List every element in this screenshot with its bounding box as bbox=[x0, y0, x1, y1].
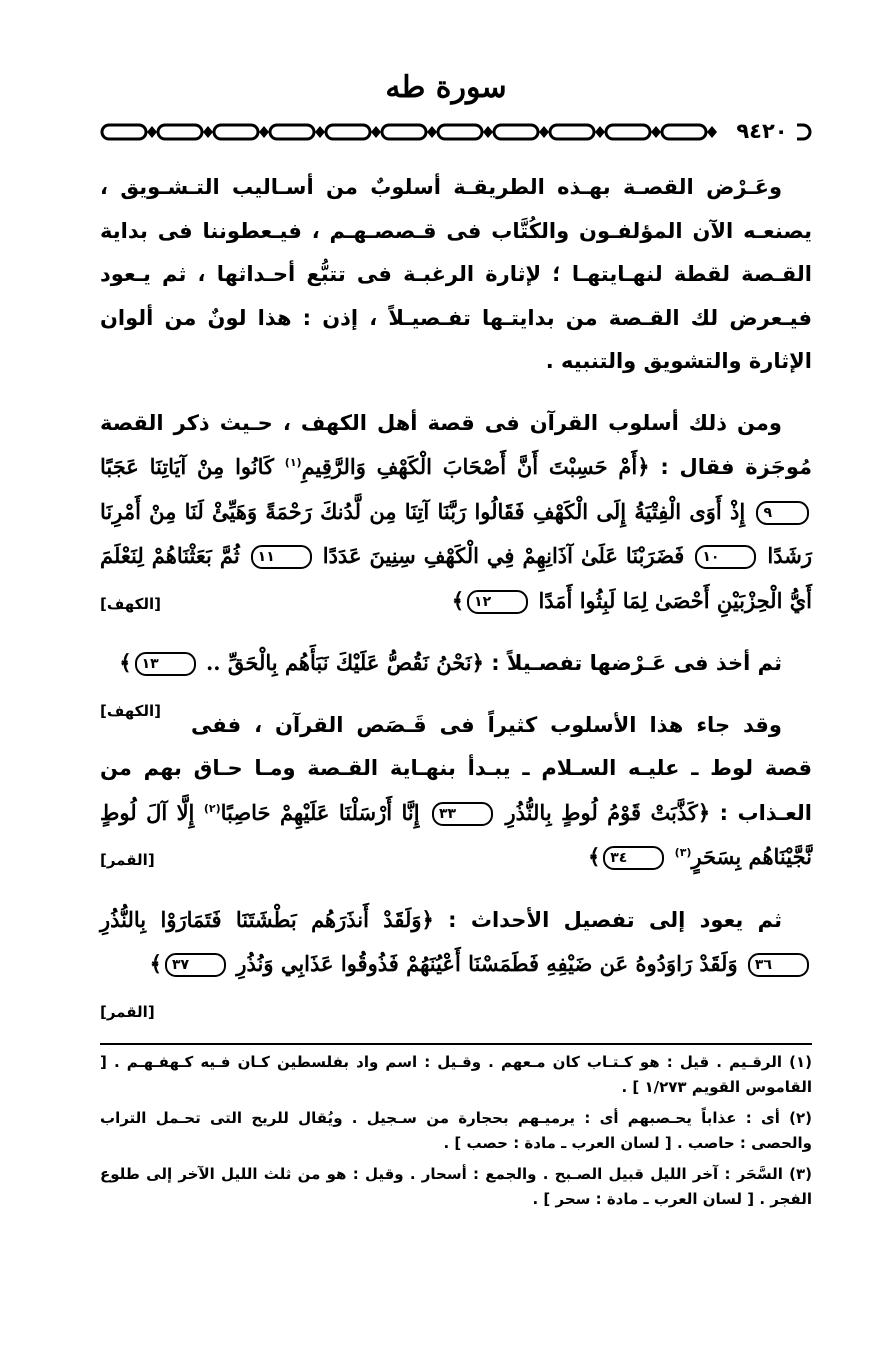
verse-close-bracket: ﴾ bbox=[587, 844, 601, 869]
footnote-2: (٢) أى : عذاباً يحـصبهم أى : يرميـهم بحجارة من سـجيل . ويُقال للريح التى تحـمل التراب والحصى : حاصب . [ لسان العرب ـ مادة : حصب ] . bbox=[100, 1109, 812, 1152]
lut-intro: وقد جاء هذا الأسلوب كثيراً فى قَـصَص القرآن ، ففى قصة لوط ـ عليـه السـلام ـ يبـدأ بنهـاية القـصة ومـا حـاق بهم من العـذاب : bbox=[100, 712, 813, 825]
ayah-number: ١٢ bbox=[467, 590, 528, 614]
verse-segment: ثُمَّ بَعَثْنَاهُمْ لِنَعْلَمَ أَيُّ الْحِزْبَيْنِ أَحْصَىٰ لِمَا لَبِثُوا أَمَدًا bbox=[100, 543, 812, 613]
verse-segment: ﴿أَمْ حَسِبْتَ أَنَّ أَصْحَابَ الْكَهْفِ وَالرَّقِيمِ bbox=[301, 454, 650, 479]
paragraph-intro: وعَـرْض القصـة بهـذه الطريقـة أسلوبٌ من أسـاليب التـشـويق ، يصنعـه الآن المؤلفـون والكُتَّاب فى قـصصـهـم ، فيـعطوننا فى بداية القـصة لقطة لنهـايتهـا ؛ لإثارة الرغبـة فى تتبُّع أحـداثها ، ثم يـعود فيـعرض لك القـصة من بدايتـها تفـصيـلاً ، إذن : هذا لونٌ من ألوان الإثارة والتشويق والتنبيه . bbox=[100, 175, 812, 373]
lut-detail-intro: ثم يعود إلى تفصيل الأحداث : bbox=[448, 907, 783, 932]
verse-segment: فَضَرَبْنَا عَلَىٰ آذَانِهِمْ فِي الْكَهْفِ سِنِينَ عَدَدًا bbox=[322, 543, 685, 568]
lut-detail bbox=[100, 898, 812, 1021]
ornamental-border bbox=[100, 120, 812, 144]
verse-segment: إِذْ أَوَى الْفِتْيَةُ إِلَى الْكَهْفِ فَقَالُوا رَبَّنَا آتِنَا مِن لَّدُنكَ رَحْمَةً وَهَيِّئْ لَنَا مِنْ أَمْرِنَا رَشَدًا bbox=[100, 498, 813, 568]
footnote-marker: (٢) bbox=[203, 801, 221, 815]
footnotes bbox=[100, 1050, 812, 1218]
verse-segment: وَلَقَدْ رَاوَدُوهُ عَن ضَيْفِهِ فَطَمَسْنَا أَعْيُنَهُمْ فَذُوقُوا عَذَابِي وَنُذُرِ bbox=[236, 951, 738, 976]
verse-segment: ﴿نَحْنُ نَقُصُّ عَلَيْكَ نَبَأَهُم بِالْحَقِّ .. bbox=[205, 650, 484, 675]
ayah-number: ٣٧ bbox=[165, 953, 226, 977]
footnote-divider bbox=[100, 1043, 812, 1045]
kahf-detail bbox=[100, 641, 812, 720]
ayah-number: ١١ bbox=[251, 545, 312, 569]
main-text bbox=[100, 166, 812, 1034]
ayah-number: ١٣ bbox=[135, 652, 196, 676]
verse-segment: كَانُوا مِنْ آيَاتِنَا عَجَبًا bbox=[100, 454, 274, 479]
surah-reference: [القمر] bbox=[100, 851, 155, 869]
verse-close-bracket: ﴾ bbox=[119, 650, 132, 675]
kahf-passage bbox=[100, 402, 812, 624]
verse-close-bracket: ﴾ bbox=[149, 951, 162, 976]
ornament-chain-icon bbox=[100, 120, 812, 144]
footnote-1: (١) الرقـيم . قيل : هو كـتـاب كان مـعهم . وقـيل : اسم واد بفلسطين كـان فـيه كـهفـهـم . [ القاموس القويم ١/٢٧٣ ] . bbox=[100, 1053, 812, 1096]
ayah-number: ١٠ bbox=[695, 545, 756, 569]
surah-title: سورة طه bbox=[385, 70, 507, 105]
kahf-intro: ومن ذلك أسلوب القرآن فى قصة أهل الكهف ، حـيث ذكر القصة مُوجَزة فقال : bbox=[100, 410, 813, 479]
ayah-number: ٩ bbox=[756, 501, 809, 525]
lut-passage bbox=[100, 704, 812, 880]
verse-segment: ﴿كَذَّبَتْ قَوْمُ لُوطٍ بِالنُّذُرِ bbox=[505, 799, 711, 825]
verse-segment: إِنَّا أَرْسَلْنَا عَلَيْهِمْ حَاصِبًا bbox=[220, 799, 420, 825]
footnote-marker: (٣) bbox=[674, 846, 692, 859]
surah-reference: [الكهف] bbox=[100, 701, 161, 720]
kahf-detail-intro: ثم أخذ فى عَـرْضها تفصـيلاً : bbox=[491, 651, 782, 675]
verse-close-bracket: ﴾ bbox=[451, 587, 465, 613]
footnote-3: (٣) السَّحَر : آخر الليل قبيل الصـبح . والجمع : أسحار . وقيل : هو من ثلث الليل الآخر إلى طلوع الفجر . [ لسان العرب ـ مادة : سحر ] . bbox=[100, 1165, 812, 1208]
surah-reference: [الكهف] bbox=[100, 594, 161, 613]
ayah-number: ٣٦ bbox=[748, 953, 809, 977]
footnote-marker: (١) bbox=[284, 456, 302, 469]
verse-segment: ﴿وَلَقَدْ أَنذَرَهُم بَطْشَتَنَا فَتَمَارَوْا بِالنُّذُرِ bbox=[100, 906, 434, 932]
surah-reference: [القمر] bbox=[100, 1002, 155, 1021]
verse-segment: إِلَّا آلَ لُوطٍ نَّجَّيْنَاهُم بِسَحَرٍ bbox=[100, 799, 812, 869]
ayah-number: ٣٣ bbox=[432, 802, 493, 826]
page-number: ٩٤٢٠ bbox=[727, 118, 797, 144]
ayah-number: ٣٤ bbox=[603, 846, 664, 870]
